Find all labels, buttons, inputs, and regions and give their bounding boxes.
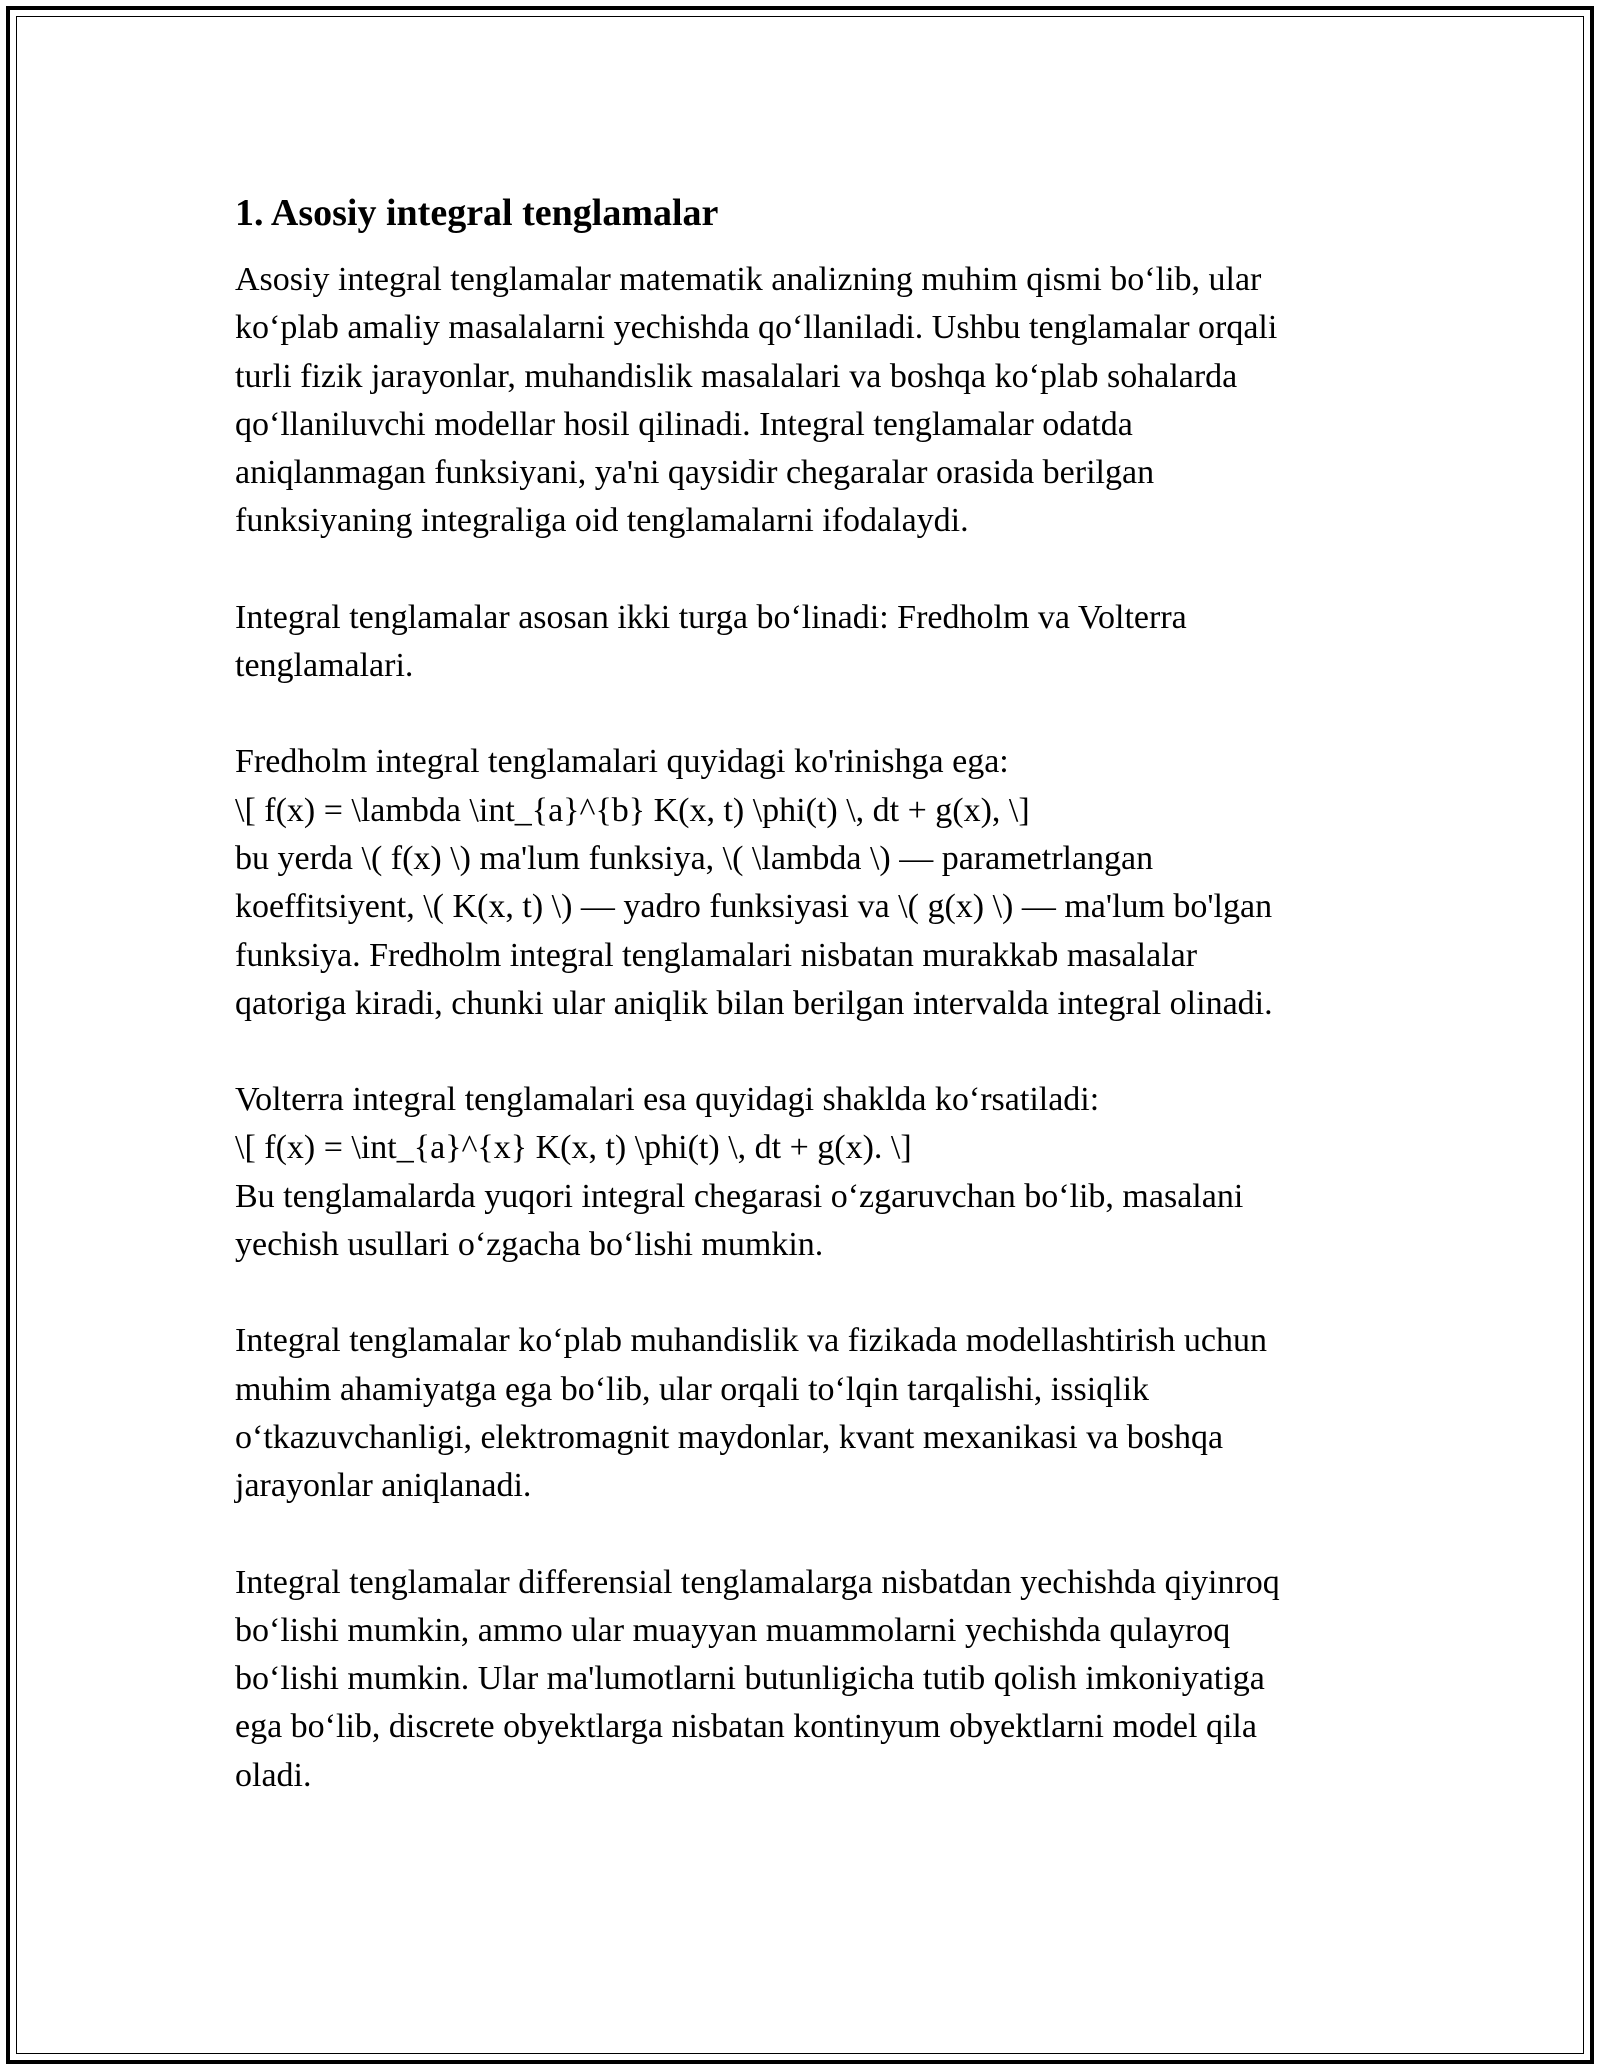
section-title: 1. Asosiy integral tenglamalar bbox=[235, 192, 719, 234]
paragraph-fredholm: Fredholm integral tenglamalari quyidagi ko'rinishga ega: \[ f(x) = \lambda \int_{a}^{b} K(x, t) \phi(t) \, dt + g(x), \] bu yerda \( f(x) \) ma'lum funksiya, \( \lambda \) — parametrlangan koeffitsiyent, \( K(x, t) \) — yadro funksiyasi va \( g(x) \) — ma'lum bo'lgan funksiya. Fredholm integral tenglamalari nisbatan murakkab masalalar qatoriga kiradi, chunki ular aniqlik bilan berilgan intervalda integral olinadi. bbox=[235, 743, 1273, 1022]
paragraph-types: Integral tenglamalar asosan ikki turga bo‘linadi: Fredholm va Volterra tenglamalari. bbox=[235, 598, 1187, 685]
paragraph-applications: Integral tenglamalar ko‘plab muhandislik va fizikada modellashtirish uchun muhim ahamiyatga ega bo‘lib, ular orqali to‘lqin tarqalishi, issiqlik o‘tkazuvchanligi, elektromagnit maydonlar, kvant mexanikasi va boshqa jarayonlar aniqlanadi. bbox=[235, 1322, 1267, 1505]
paragraph-volterra: Volterra integral tenglamalari esa quyidagi shaklda ko‘rsatiladi: \[ f(x) = \int_{a}^{x} K(x, t) \phi(t) \, dt + g(x). \] Bu tenglamalarda yuqori integral chegarasi o‘zgaruvchan bo‘lib, masalani yechish usullari o‘zgacha bo‘lishi mumkin. bbox=[235, 1081, 1244, 1264]
paragraph-comparison: Integral tenglamalar differensial tenglamalarga nisbatdan yechishda qiyinroq bo‘lishi mumkin, ammo ular muayyan muammolarni yechishda qulayroq bo‘lishi mumkin. Ular ma'lumotlarni butunligicha tutib qolish imkoniyatiga ega bo‘lib, discrete obyektlarga nisbatan kontinyum obyektlarni model qila oladi. bbox=[235, 1563, 1280, 1794]
document-body bbox=[235, 186, 1375, 1848]
paragraph-intro: Asosiy integral tenglamalar matematik analizning muhim qismi bo‘lib, ular ko‘plab amaliy masalalarni yechishda qo‘llaniladi. Ushbu tenglamalar orqali turli fizik jarayonlar, muhandislik masalalari va boshqa ko‘plab sohalarda qo‘llaniluvchi modellar hosil qilinadi. Integral tenglamalar odatda aniqlanmagan funksiyani, ya'ni qaysidir chegaralar orasida berilgan funksiyaning integraliga oid tenglamalarni ifodalaydi. bbox=[235, 261, 1278, 540]
